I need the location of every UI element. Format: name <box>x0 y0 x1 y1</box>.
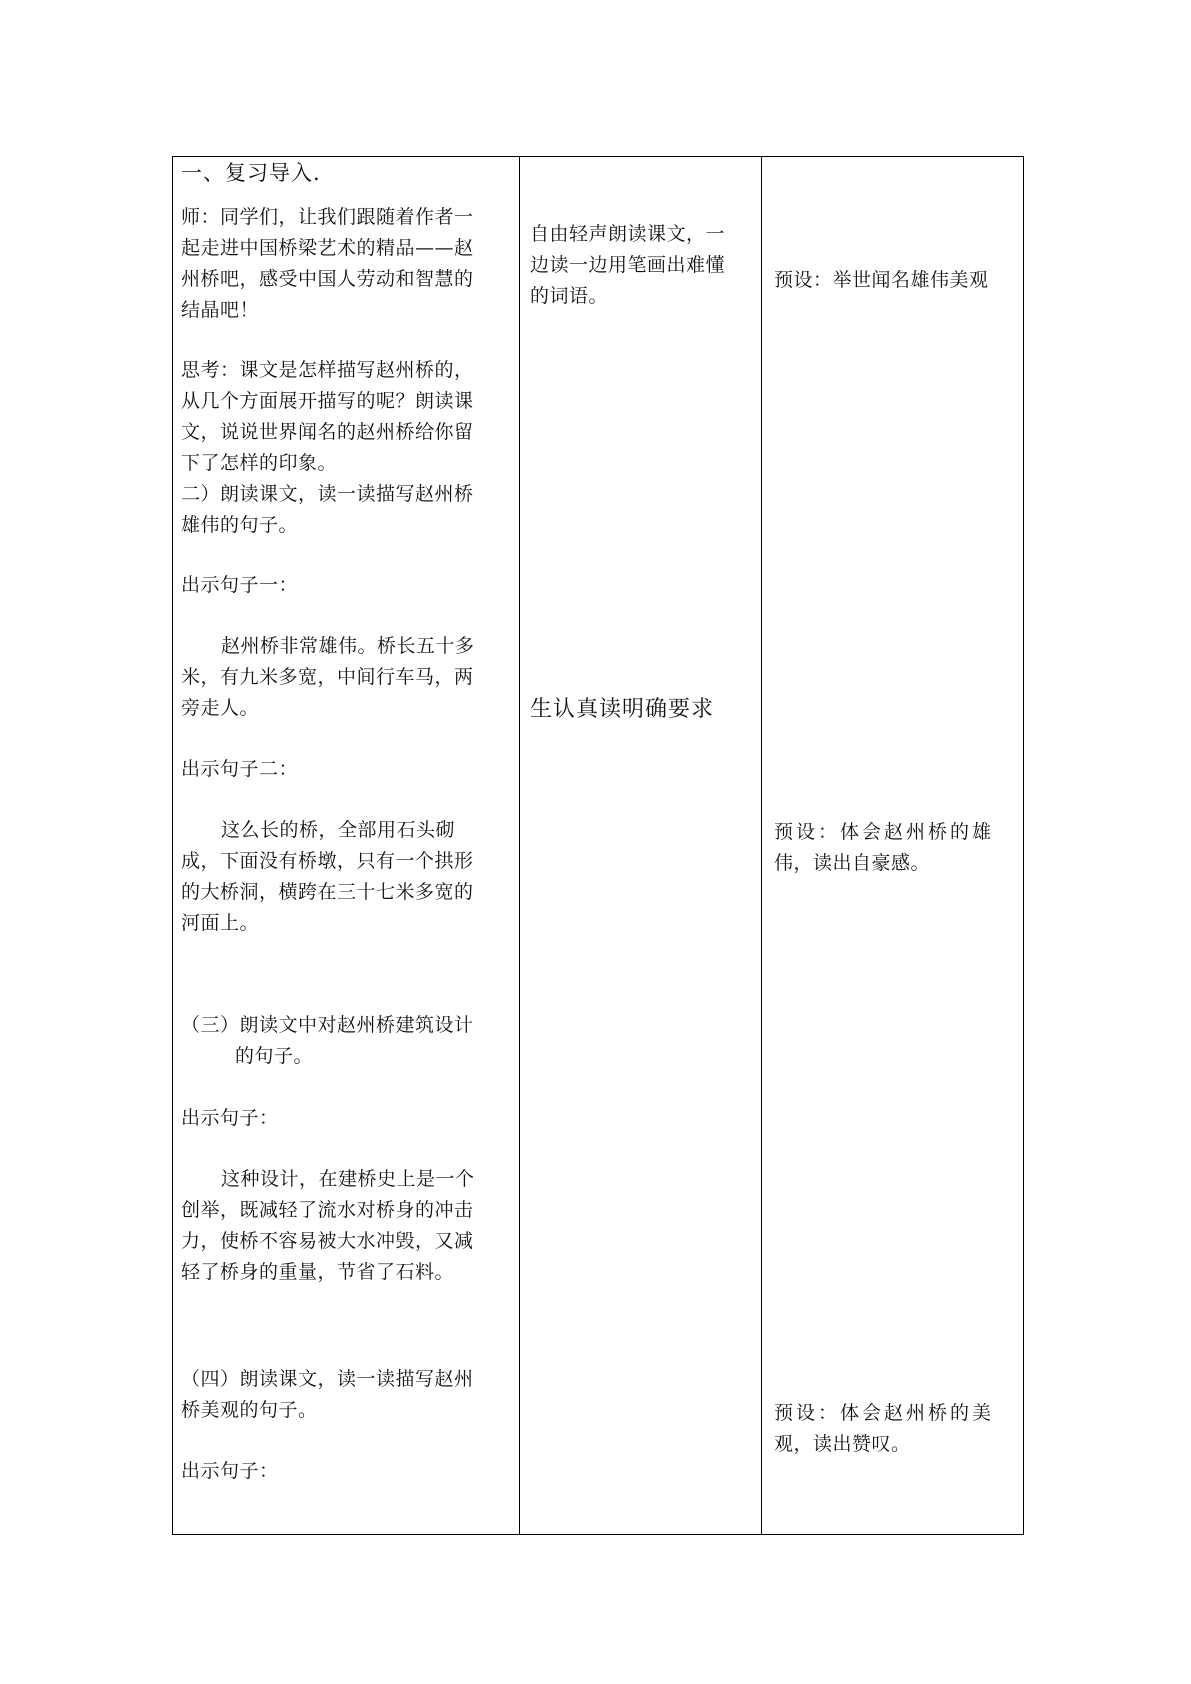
sentence-2-line: 成，下面没有桥墩，只有一个拱形 <box>181 850 474 872</box>
student-activity-column <box>520 157 762 1534</box>
show-sentence-1-label: 出示句子一： <box>181 574 299 596</box>
sentence-3-line: 这种设计，在建桥史上是一个 <box>221 1168 475 1190</box>
section-3-line: 的句子。 <box>235 1045 314 1067</box>
sentence-3-line: 创举，既减轻了流水对桥身的冲击 <box>181 1199 474 1221</box>
activity-line: 边读一边用笔画出难懂 <box>530 254 726 276</box>
preset-2-line: 预设：体会赵州桥的雄 <box>774 821 995 843</box>
design-intent-column <box>762 157 1023 1534</box>
sentence-3-line: 力，使桥不容易被大水冲毁，又减 <box>181 1230 474 1252</box>
teaching-process-column <box>173 157 520 1534</box>
activity-line: 自由轻声朗读课文，一 <box>530 223 726 245</box>
sentence-2-line: 这么长的桥，全部用石头砌 <box>221 819 456 841</box>
section-2-line: 雄伟的句子。 <box>181 514 299 536</box>
section-2-line: 二）朗读课文，读一读描写赵州桥 <box>181 483 474 505</box>
intro-line: 州桥吧，感受中国人劳动和智慧的 <box>181 268 474 290</box>
preset-3-line: 预设：体会赵州桥的美 <box>774 1402 995 1424</box>
section-4-line: （四）朗读课文，读一读描写赵州 <box>181 1368 474 1390</box>
intro-line: 师：同学们，让我们跟随着作者一 <box>181 206 474 228</box>
preset-2-line: 伟，读出自豪感。 <box>774 852 931 874</box>
activity-line: 的词语。 <box>530 285 609 307</box>
section-4-line: 桥美观的句子。 <box>181 1399 318 1421</box>
show-sentence-4-label: 出示句子： <box>181 1460 279 1482</box>
show-sentence-2-label: 出示句子二： <box>181 758 299 780</box>
show-sentence-3-label: 出示句子： <box>181 1107 279 1129</box>
think-line: 下了怎样的印象。 <box>181 452 338 474</box>
section-1-heading: 一、复习导入. <box>181 161 321 185</box>
think-line: 从几个方面展开描写的呢？朗读课 <box>181 390 474 412</box>
intro-line: 结晶吧！ <box>181 299 260 321</box>
activity-read-requirements: 生认真读明确要求 <box>530 697 715 722</box>
sentence-1-line: 赵州桥非常雄伟。桥长五十多 <box>221 635 475 657</box>
lesson-plan-table <box>172 156 1024 1535</box>
sentence-3-line: 轻了桥身的重量，节省了石料。 <box>181 1261 455 1283</box>
think-line: 文，说说世界闻名的赵州桥给你留 <box>181 421 474 443</box>
preset-3-line: 观，读出赞叹。 <box>774 1433 911 1455</box>
sentence-2-line: 河面上。 <box>181 912 260 934</box>
sentence-1-line: 米，有九米多宽，中间行车马，两 <box>181 666 474 688</box>
section-3-line: （三）朗读文中对赵州桥建筑设计 <box>181 1014 474 1036</box>
think-line: 思考：课文是怎样描写赵州桥的， <box>181 359 474 381</box>
intro-line: 起走进中国桥梁艺术的精品——赵 <box>181 237 474 259</box>
sentence-1-line: 旁走人。 <box>181 697 260 719</box>
sentence-2-line: 的大桥洞，横跨在三十七米多宽的 <box>181 881 474 903</box>
preset-1: 预设：举世闻名雄伟美观 <box>774 269 989 291</box>
